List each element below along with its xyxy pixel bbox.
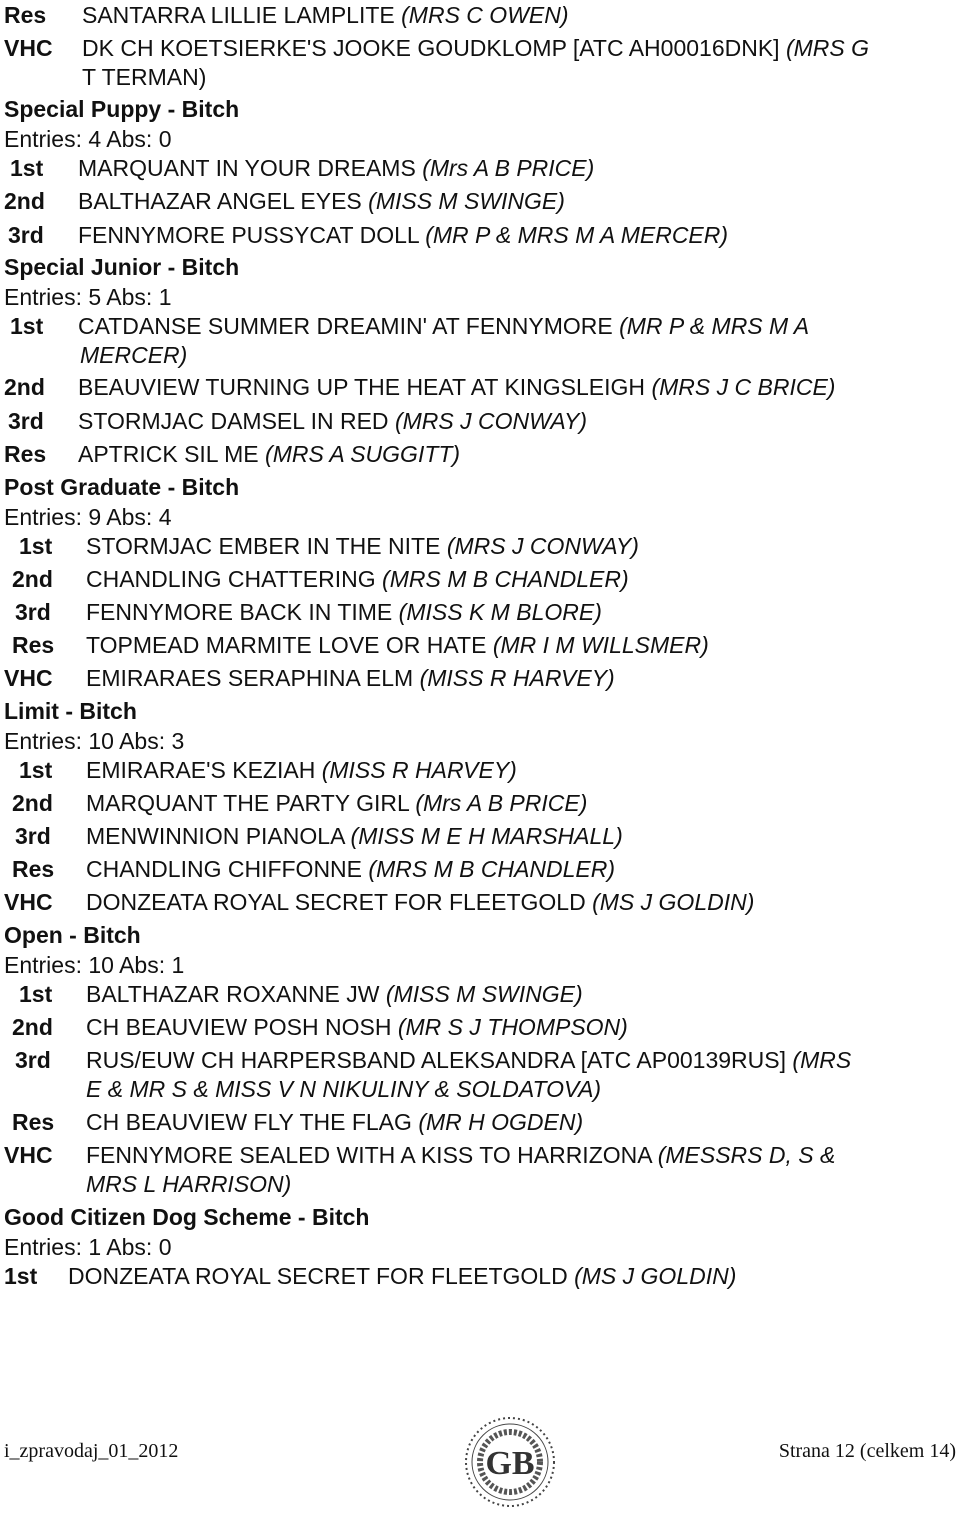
owner-name: (MRS M B CHANDLER)	[382, 566, 629, 592]
placement: 1st	[4, 1263, 38, 1289]
placement: 1st	[10, 155, 44, 181]
dog-name: STORMJAC DAMSEL IN RED	[78, 408, 389, 434]
entry-text	[86, 755, 517, 785]
placement: 1st	[19, 981, 53, 1007]
placement: VHC	[4, 665, 53, 691]
dog-name: DK CH KOETSIERKE'S JOOKE GOUDKLOMP [ATC AH00016DNK]	[82, 35, 780, 61]
dog-name: CHANDLING CHIFFONNE	[86, 856, 363, 882]
placement: 2nd	[12, 566, 53, 592]
entry-text	[86, 854, 615, 884]
owner-name: (MR I M WILLSMER)	[492, 632, 709, 658]
class-heading: Special Junior - Bitch	[4, 254, 240, 280]
placement: Res	[12, 856, 55, 882]
entries-line: Entries: 9 Abs: 4	[4, 504, 172, 530]
entry-text	[86, 1107, 583, 1137]
entry-text	[78, 153, 594, 183]
dog-name: BEAUVIEW TURNING UP THE HEAT AT KINGSLEIGH	[78, 374, 646, 400]
owner-name: (MRS A SUGGITT)	[265, 441, 461, 467]
dog-name: EMIRARAES SERAPHINA ELM	[86, 665, 414, 691]
entry-text	[78, 220, 728, 250]
dog-name: APTRICK SIL ME	[78, 441, 259, 467]
owner-name: (MISS M SWINGE)	[385, 981, 583, 1007]
footer-filename: i_zpravodaj_01_2012	[4, 1440, 179, 1462]
owner-name: (MRS C OWEN)	[401, 2, 569, 28]
entry-text	[86, 979, 583, 1009]
club-seal-logo	[462, 1414, 558, 1510]
class-heading: Special Puppy - Bitch	[4, 96, 240, 122]
continuation-line: T TERMAN)	[82, 64, 207, 90]
svg-text:GB: GB	[485, 1445, 535, 1482]
dog-name: MARQUANT IN YOUR DREAMS	[78, 155, 416, 181]
owner-name: (MS J GOLDIN)	[592, 889, 755, 915]
dog-name: RUS/EUW CH HARPERSBAND ALEKSANDRA [ATC AP00139RUS]	[86, 1047, 787, 1073]
placement: 2nd	[4, 374, 45, 400]
owner-name: (MESSRS D, S &	[657, 1142, 836, 1168]
dog-name: BALTHAZAR ANGEL EYES	[78, 188, 362, 214]
dog-name: CATDANSE SUMMER DREAMIN' AT FENNYMORE	[78, 313, 613, 339]
placement: VHC	[4, 1142, 53, 1168]
dog-name: CHANDLING CHATTERING	[86, 566, 376, 592]
entry-text	[86, 531, 639, 561]
dog-name: DONZEATA ROYAL SECRET FOR FLEETGOLD	[86, 889, 586, 915]
owner-name: (MRS G	[785, 35, 870, 61]
owner-name: (MR S J THOMPSON)	[397, 1014, 628, 1040]
placement: VHC	[4, 35, 53, 61]
dog-name: MENWINNION PIANOLA	[86, 823, 345, 849]
placement: 3rd	[15, 1047, 51, 1073]
placement: 1st	[19, 533, 53, 559]
dog-name: EMIRARAE'S KEZIAH	[86, 757, 316, 783]
placement: 3rd	[15, 599, 51, 625]
entry-text	[86, 564, 629, 594]
dog-name: STORMJAC EMBER IN THE NITE	[86, 533, 441, 559]
owner-name: (MRS M B CHANDLER)	[368, 856, 616, 882]
footer-page-number: Strana 12 (celkem 14)	[778, 1440, 956, 1462]
placement: 2nd	[4, 188, 45, 214]
owner-name: (MISS M SWINGE)	[368, 188, 565, 214]
owner-name: (MISS M E H MARSHALL)	[350, 823, 623, 849]
placement: Res	[4, 2, 47, 28]
dog-name: CH BEAUVIEW POSH NOSH	[86, 1014, 392, 1040]
placement: 1st	[10, 313, 44, 339]
placement: VHC	[4, 889, 53, 915]
entry-text	[86, 1140, 835, 1170]
entry-text	[78, 372, 835, 402]
entry-text	[82, 33, 869, 63]
class-heading: Good Citizen Dog Scheme - Bitch	[4, 1204, 370, 1230]
entry-text	[78, 406, 587, 436]
entry-text	[78, 311, 809, 341]
entry-text	[78, 439, 460, 469]
owner-name: (MRS J CONWAY)	[446, 533, 639, 559]
dog-name: DONZEATA ROYAL SECRET FOR FLEETGOLD	[68, 1263, 568, 1289]
entries-line: Entries: 1 Abs: 0	[4, 1234, 172, 1260]
entry-text	[86, 597, 602, 627]
entry-text	[86, 788, 587, 818]
entries-line: Entries: 4 Abs: 0	[4, 126, 172, 152]
dog-name: CH BEAUVIEW FLY THE FLAG	[86, 1109, 412, 1135]
owner-name: (Mrs A B PRICE)	[422, 155, 595, 181]
owner-name: (MRS J CONWAY)	[394, 408, 588, 434]
dog-name: BALTHAZAR ROXANNE JW	[86, 981, 380, 1007]
entry-text	[86, 663, 615, 693]
continuation-line: E & MR S & MISS V N NIKULINY & SOLDATOVA)	[86, 1076, 602, 1102]
class-heading: Open - Bitch	[4, 922, 141, 948]
owner-name: (MISS K M BLORE)	[398, 599, 602, 625]
owner-name: (MS J GOLDIN)	[574, 1263, 737, 1289]
entries-line: Entries: 10 Abs: 3	[4, 728, 185, 754]
owner-name: (MISS R HARVEY)	[321, 757, 517, 783]
continuation-line: MERCER)	[80, 342, 188, 368]
placement: Res	[12, 1109, 55, 1135]
dog-name: SANTARRA LILLIE LAMPLITE	[82, 2, 395, 28]
dog-name: FENNYMORE SEALED WITH A KISS TO HARRIZONA	[86, 1142, 652, 1168]
dog-name: MARQUANT THE PARTY GIRL	[86, 790, 409, 816]
owner-name: (Mrs A B PRICE)	[415, 790, 588, 816]
placement: Res	[12, 632, 55, 658]
placement: 3rd	[15, 823, 51, 849]
placement: 2nd	[12, 1014, 53, 1040]
entries-line: Entries: 10 Abs: 1	[4, 952, 185, 978]
placement: Res	[4, 441, 47, 467]
placement: 3rd	[8, 222, 44, 248]
placement: 2nd	[12, 790, 53, 816]
entry-text	[86, 887, 754, 917]
owner-name: (MR P & MRS M A	[619, 313, 810, 339]
owner-name: (MR H OGDEN)	[418, 1109, 584, 1135]
entry-text	[86, 630, 709, 660]
entry-text	[78, 186, 565, 216]
dog-name: FENNYMORE PUSSYCAT DOLL	[78, 222, 419, 248]
entries-line: Entries: 5 Abs: 1	[4, 284, 172, 310]
dog-name: FENNYMORE BACK IN TIME	[86, 599, 393, 625]
entry-text	[86, 1045, 851, 1075]
placement: 1st	[19, 757, 53, 783]
owner-name: (MISS R HARVEY)	[419, 665, 615, 691]
dog-name: TOPMEAD MARMITE LOVE OR HATE	[86, 632, 487, 658]
owner-name: (MRS	[792, 1047, 852, 1073]
entry-text	[86, 1012, 628, 1042]
entry-text	[82, 0, 569, 30]
owner-name: (MR P & MRS M A MERCER)	[425, 222, 729, 248]
continuation-line: MRS L HARRISON)	[86, 1171, 292, 1197]
class-heading: Post Graduate - Bitch	[4, 474, 240, 500]
placement: 3rd	[8, 408, 44, 434]
owner-name: (MRS J C BRICE)	[651, 374, 836, 400]
entry-text	[68, 1261, 736, 1291]
class-heading: Limit - Bitch	[4, 698, 137, 724]
entry-text	[86, 821, 623, 851]
